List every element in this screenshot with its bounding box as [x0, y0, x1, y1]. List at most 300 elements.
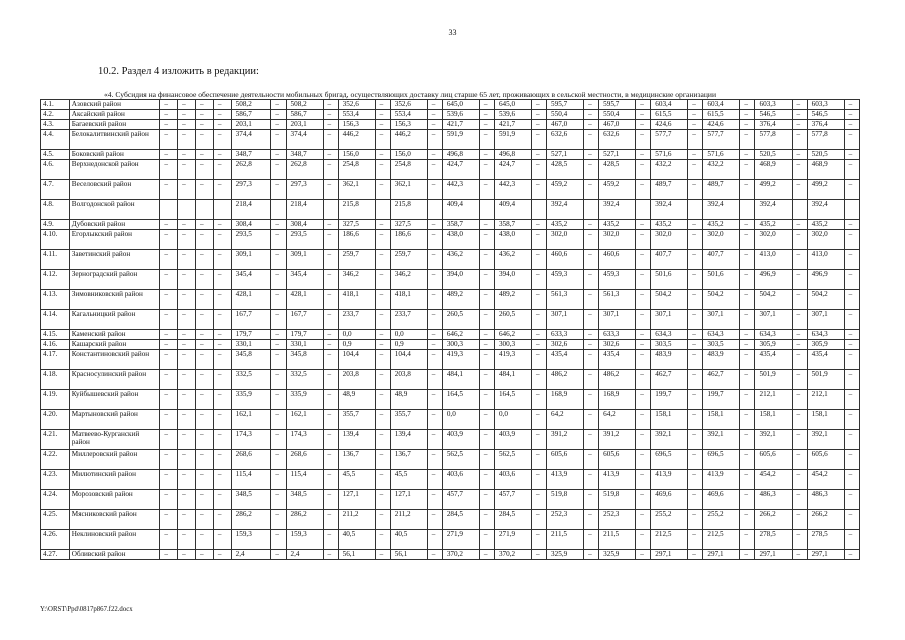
value-cell: 520,5 [807, 150, 844, 160]
value-cell: – [636, 430, 651, 450]
value-cell: 504,2 [755, 290, 792, 310]
value-cell: – [271, 160, 286, 180]
value-cell: – [178, 530, 196, 550]
value-cell: 48,9 [390, 390, 427, 410]
value-cell: – [844, 180, 859, 200]
value-cell: 469,6 [651, 490, 688, 510]
value-cell: 562,5 [494, 450, 531, 470]
value-cell: – [740, 110, 755, 120]
value-cell: – [844, 230, 859, 250]
value-cell: 271,9 [494, 530, 531, 550]
value-cell: 421,7 [494, 120, 531, 130]
value-cell: – [792, 550, 807, 560]
district-name: Зерноградский район [69, 270, 160, 290]
value-cell: – [178, 430, 196, 450]
value-cell: 457,7 [494, 490, 531, 510]
value-cell: – [427, 230, 442, 250]
value-cell: – [195, 130, 213, 150]
value-cell: – [740, 430, 755, 450]
value-cell: – [271, 100, 286, 110]
value-cell: 139,4 [338, 430, 375, 450]
value-cell: 40,5 [390, 530, 427, 550]
value-cell: 307,1 [807, 310, 844, 330]
value-cell: – [271, 390, 286, 410]
value-cell: – [427, 310, 442, 330]
value-cell: 297,3 [231, 180, 271, 200]
district-name: Белокалитвинский район [69, 130, 160, 150]
value-cell: 335,9 [286, 390, 323, 410]
value-cell: 646,2 [494, 330, 531, 340]
value-cell: – [740, 470, 755, 490]
value-cell: 211,2 [390, 510, 427, 530]
value-cell: – [584, 270, 599, 290]
value-cell: 459,3 [599, 270, 636, 290]
value-cell: – [844, 110, 859, 120]
value-cell: – [740, 350, 755, 370]
value-cell: – [375, 550, 390, 560]
value-cell: – [195, 310, 213, 330]
value-cell: – [323, 120, 338, 130]
value-cell: 167,7 [231, 310, 271, 330]
value-cell: 392,4 [651, 200, 688, 220]
value-cell: – [479, 410, 494, 430]
value-cell: – [584, 410, 599, 430]
value-cell: 252,3 [547, 510, 584, 530]
value-cell: 633,3 [599, 330, 636, 340]
value-cell: – [688, 450, 703, 470]
value-cell: – [178, 370, 196, 390]
value-cell: – [844, 250, 859, 270]
value-cell: – [740, 510, 755, 530]
value-cell: 327,5 [390, 220, 427, 230]
value-cell: – [792, 110, 807, 120]
value-cell: – [479, 510, 494, 530]
value-cell: – [323, 340, 338, 350]
value-cell: – [479, 390, 494, 410]
value-cell: 424,7 [494, 160, 531, 180]
value-cell: 539,6 [494, 110, 531, 120]
value-cell: 45,5 [390, 470, 427, 490]
value-cell: – [792, 270, 807, 290]
value-cell: – [427, 250, 442, 270]
value-cell: 212,1 [755, 390, 792, 410]
value-cell: – [213, 150, 231, 160]
value-cell: 168,9 [599, 390, 636, 410]
table-row [41, 510, 860, 530]
value-cell: – [323, 110, 338, 120]
value-cell: – [531, 270, 546, 290]
value-cell: – [531, 110, 546, 120]
value-cell: – [427, 160, 442, 180]
row-number: 4.21. [41, 430, 70, 450]
value-cell: – [375, 310, 390, 330]
value-cell: 179,7 [286, 330, 323, 340]
value-cell: – [160, 110, 178, 120]
value-cell: – [160, 470, 178, 490]
row-number: 4.3. [41, 120, 70, 130]
district-name: Константиновский район [69, 350, 160, 370]
value-cell: – [479, 100, 494, 110]
table-row [41, 330, 860, 340]
value-cell: 0,9 [338, 340, 375, 350]
value-cell: 260,5 [494, 310, 531, 330]
value-cell: 459,3 [547, 270, 584, 290]
value-cell: – [479, 370, 494, 390]
value-cell: 428,1 [286, 290, 323, 310]
value-cell: – [323, 330, 338, 340]
value-cell: 0,0 [442, 410, 479, 430]
value-cell: 199,7 [703, 390, 740, 410]
value-cell: – [844, 330, 859, 340]
value-cell: – [213, 130, 231, 150]
value-cell: – [427, 110, 442, 120]
value-cell: 391,2 [547, 430, 584, 450]
value-cell: 302,0 [807, 230, 844, 250]
value-cell: – [178, 270, 196, 290]
value-cell: 199,7 [651, 390, 688, 410]
value-cell: – [844, 390, 859, 410]
value-cell: 486,3 [755, 490, 792, 510]
value-cell: – [740, 410, 755, 430]
value-cell: – [178, 180, 196, 200]
value-cell: 307,1 [755, 310, 792, 330]
table-row [41, 530, 860, 550]
value-cell: – [323, 250, 338, 270]
value-cell: 254,8 [390, 160, 427, 180]
value-cell: 428,5 [547, 160, 584, 180]
value-cell: – [636, 350, 651, 370]
value-cell: 484,1 [442, 370, 479, 390]
value-cell: 392,4 [703, 200, 740, 220]
value-cell: 127,1 [390, 490, 427, 510]
value-cell: 302,0 [547, 230, 584, 250]
value-cell: – [160, 230, 178, 250]
value-cell: 424,7 [442, 160, 479, 180]
value-cell: – [688, 490, 703, 510]
value-cell: – [271, 550, 286, 560]
table-row [41, 290, 860, 310]
value-cell: 139,4 [390, 430, 427, 450]
row-number: 4.25. [41, 510, 70, 530]
value-cell: 486,3 [807, 490, 844, 510]
district-name: Куйбышевский район [69, 390, 160, 410]
value-cell: 284,5 [442, 510, 479, 530]
subsidy-table [40, 99, 860, 560]
value-cell: – [479, 450, 494, 470]
value-cell: – [636, 110, 651, 120]
value-cell: 603,3 [755, 100, 792, 110]
value-cell: – [195, 490, 213, 510]
row-number: 4.5. [41, 150, 70, 160]
value-cell: 467,0 [599, 120, 636, 130]
value-cell: – [844, 150, 859, 160]
value-cell: – [160, 330, 178, 340]
value-cell: 330,1 [231, 340, 271, 350]
value-cell: 459,2 [599, 180, 636, 200]
value-cell: 215,8 [390, 200, 427, 220]
value-cell: – [178, 450, 196, 470]
value-cell: – [375, 160, 390, 180]
value-cell: – [375, 340, 390, 350]
value-cell: – [479, 220, 494, 230]
value-cell: – [213, 530, 231, 550]
value-cell: – [792, 510, 807, 530]
value-cell: – [213, 290, 231, 310]
value-cell: 2,4 [286, 550, 323, 560]
value-cell: – [160, 450, 178, 470]
value-cell: – [636, 390, 651, 410]
value-cell: 259,7 [338, 250, 375, 270]
value-cell: – [479, 340, 494, 350]
value-cell: – [195, 120, 213, 130]
value-cell: 501,6 [651, 270, 688, 290]
value-cell: 211,2 [338, 510, 375, 530]
value-cell: 186,6 [338, 230, 375, 250]
value-cell: 595,7 [547, 100, 584, 110]
value-cell: – [636, 160, 651, 180]
value-cell: – [375, 430, 390, 450]
value-cell: – [323, 410, 338, 430]
value-cell: 413,9 [703, 470, 740, 490]
value-cell: 696,5 [703, 450, 740, 470]
value-cell: 104,4 [390, 350, 427, 370]
value-cell: – [844, 490, 859, 510]
value-cell: 158,1 [755, 410, 792, 430]
value-cell: 348,5 [231, 490, 271, 510]
value-cell: – [792, 290, 807, 310]
value-cell: 459,2 [547, 180, 584, 200]
table-row [41, 160, 860, 180]
value-cell: 418,1 [390, 290, 427, 310]
subsidy-table-body [41, 100, 860, 560]
value-cell: 454,2 [755, 470, 792, 490]
value-cell: – [323, 230, 338, 250]
value-cell: – [427, 370, 442, 390]
value-cell: – [584, 430, 599, 450]
value-cell: – [375, 250, 390, 270]
value-cell: – [584, 370, 599, 390]
value-cell: 553,4 [338, 110, 375, 120]
value-cell: 438,0 [494, 230, 531, 250]
value-cell: – [375, 530, 390, 550]
value-cell: – [427, 490, 442, 510]
value-cell: 392,1 [807, 430, 844, 450]
value-cell: 539,6 [442, 110, 479, 120]
value-cell: – [213, 100, 231, 110]
value-cell: 496,8 [494, 150, 531, 160]
value-cell: 302,0 [703, 230, 740, 250]
value-cell: 167,7 [286, 310, 323, 330]
value-cell: 136,7 [338, 450, 375, 470]
value-cell: 297,3 [286, 180, 323, 200]
value-cell: – [844, 530, 859, 550]
value-cell: – [740, 250, 755, 270]
value-cell: 508,2 [231, 100, 271, 110]
value-cell: – [479, 290, 494, 310]
value-cell: – [375, 330, 390, 340]
value-cell [584, 200, 599, 220]
value-cell: – [427, 350, 442, 370]
value-cell: 346,2 [338, 270, 375, 290]
row-number: 4.23. [41, 470, 70, 490]
value-cell: – [636, 550, 651, 560]
value-cell: – [323, 470, 338, 490]
value-cell: 159,3 [286, 530, 323, 550]
district-name: Зимовниковский район [69, 290, 160, 310]
value-cell: 435,4 [755, 350, 792, 370]
value-cell: 469,6 [703, 490, 740, 510]
value-cell: 56,1 [338, 550, 375, 560]
value-cell: – [740, 220, 755, 230]
value-cell: 218,4 [286, 200, 323, 220]
value-cell: 164,5 [494, 390, 531, 410]
value-cell: – [688, 310, 703, 330]
value-cell: – [584, 230, 599, 250]
value-cell: – [178, 510, 196, 530]
value-cell: 212,5 [651, 530, 688, 550]
value-cell: 419,3 [494, 350, 531, 370]
table-row [41, 450, 860, 470]
value-cell: – [271, 310, 286, 330]
district-name: Дубовский район [69, 220, 160, 230]
value-cell: – [271, 110, 286, 120]
value-cell: – [740, 120, 755, 130]
value-cell: – [323, 150, 338, 160]
value-cell: 409,4 [442, 200, 479, 220]
value-cell: – [195, 290, 213, 310]
value-cell: – [479, 230, 494, 250]
value-cell: – [271, 510, 286, 530]
value-cell: 421,7 [442, 120, 479, 130]
value-cell: – [375, 410, 390, 430]
value-cell: – [178, 350, 196, 370]
value-cell: – [531, 470, 546, 490]
value-cell: 307,1 [651, 310, 688, 330]
value-cell: 218,4 [231, 200, 271, 220]
value-cell: 407,7 [651, 250, 688, 270]
value-cell: 605,6 [807, 450, 844, 470]
value-cell: 278,5 [807, 530, 844, 550]
value-cell: – [427, 220, 442, 230]
value-cell: – [688, 120, 703, 130]
value-cell: 407,7 [703, 250, 740, 270]
value-cell: – [195, 530, 213, 550]
value-cell: 136,7 [390, 450, 427, 470]
value-cell: 632,6 [547, 130, 584, 150]
value-cell: 489,2 [442, 290, 479, 310]
value-cell: – [740, 450, 755, 470]
value-cell: – [531, 350, 546, 370]
value-cell: 345,4 [231, 270, 271, 290]
row-number: 4.24. [41, 490, 70, 510]
value-cell: 203,8 [338, 370, 375, 390]
value-cell: 286,2 [286, 510, 323, 530]
district-name: Аксайский район [69, 110, 160, 120]
value-cell: 255,2 [703, 510, 740, 530]
value-cell: – [213, 220, 231, 230]
value-cell: – [844, 100, 859, 110]
value-cell: 252,3 [599, 510, 636, 530]
value-cell: – [531, 230, 546, 250]
value-cell: 484,1 [494, 370, 531, 390]
value-cell: 454,2 [807, 470, 844, 490]
value-cell: 634,3 [807, 330, 844, 340]
value-cell: 302,0 [755, 230, 792, 250]
district-name: Милютинский район [69, 470, 160, 490]
value-cell: 519,8 [547, 490, 584, 510]
value-cell: – [584, 180, 599, 200]
row-number: 4.26. [41, 530, 70, 550]
value-cell: 156,0 [390, 150, 427, 160]
value-cell: – [792, 180, 807, 200]
value-cell: 586,7 [231, 110, 271, 120]
value-cell: – [531, 250, 546, 270]
value-cell: – [271, 290, 286, 310]
value-cell: – [688, 130, 703, 150]
value-cell: 460,6 [547, 250, 584, 270]
value-cell: – [584, 330, 599, 340]
district-name: Неклиновский район [69, 530, 160, 550]
value-cell: 302,6 [599, 340, 636, 350]
value-cell: – [479, 490, 494, 510]
district-name: Кашарский район [69, 340, 160, 350]
value-cell: 0,0 [494, 410, 531, 430]
value-cell [688, 200, 703, 220]
value-cell: – [636, 490, 651, 510]
value-cell: 577,7 [703, 130, 740, 150]
value-cell: – [792, 220, 807, 230]
row-number: 4.6. [41, 160, 70, 180]
value-cell: 438,0 [442, 230, 479, 250]
value-cell: 308,4 [231, 220, 271, 230]
value-cell: – [375, 370, 390, 390]
value-cell: – [323, 160, 338, 180]
value-cell: – [427, 120, 442, 130]
value-cell: – [323, 220, 338, 230]
value-cell: 358,7 [494, 220, 531, 230]
value-cell: 462,7 [651, 370, 688, 390]
value-cell: – [584, 100, 599, 110]
value-cell: 297,1 [755, 550, 792, 560]
district-name: Верхнедонской район [69, 160, 160, 180]
value-cell: – [844, 370, 859, 390]
value-cell: 496,9 [755, 270, 792, 290]
value-cell: 603,4 [651, 100, 688, 110]
table-row [41, 410, 860, 430]
value-cell: 362,1 [390, 180, 427, 200]
value-cell: 345,8 [231, 350, 271, 370]
value-cell: – [740, 180, 755, 200]
value-cell: – [740, 160, 755, 180]
value-cell: 174,3 [231, 430, 271, 450]
value-cell: 424,6 [703, 120, 740, 130]
value-cell: – [584, 150, 599, 160]
district-name: Кагальницкий район [69, 310, 160, 330]
value-cell: – [531, 450, 546, 470]
value-cell: – [844, 340, 859, 350]
value-cell: – [584, 160, 599, 180]
value-cell [479, 200, 494, 220]
value-cell: – [271, 150, 286, 160]
value-cell: – [479, 250, 494, 270]
value-cell: 392,1 [651, 430, 688, 450]
value-cell: 467,0 [547, 120, 584, 130]
value-cell: 392,4 [547, 200, 584, 220]
value-cell: 186,6 [390, 230, 427, 250]
value-cell: – [479, 270, 494, 290]
value-cell: – [213, 390, 231, 410]
table-row [41, 230, 860, 250]
